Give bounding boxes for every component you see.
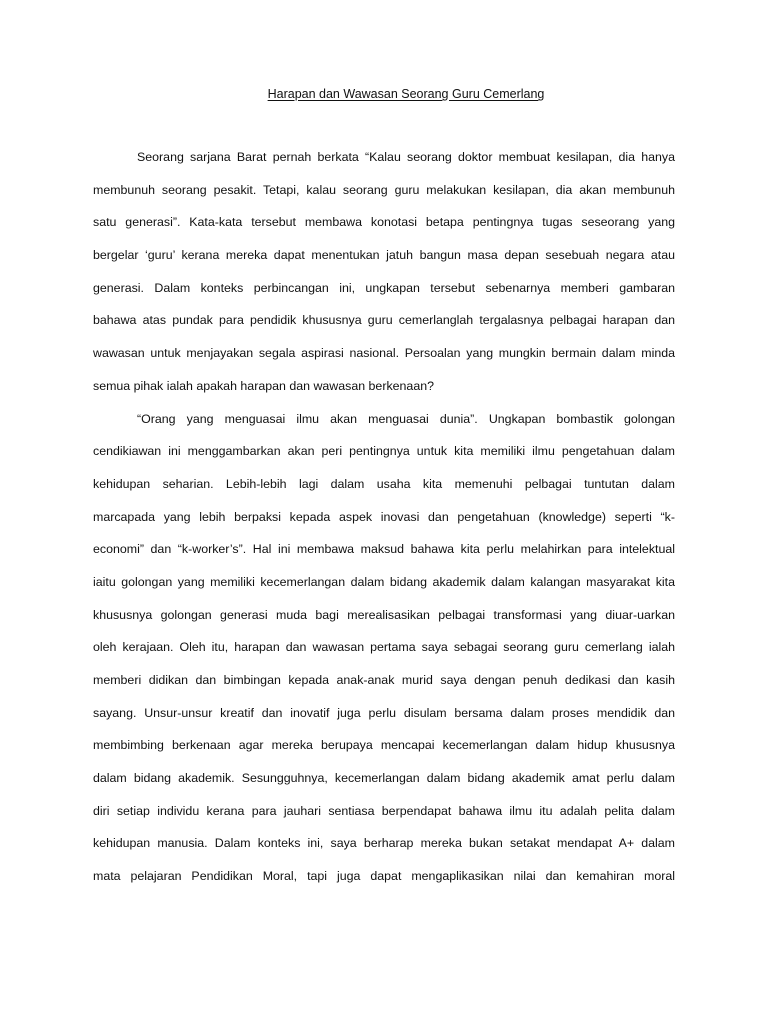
paragraph-2-line-6: iaitu golongan yang memiliki kecemerlangan dalam bidang akademik dalam kalangan masyarakat kita xyxy=(93,574,675,589)
paragraph-1-line-5: generasi. Dalam konteks perbincangan ini, ungkapan tersebut sebenarnya memberi gambaran xyxy=(93,280,675,295)
paragraph-1-line-3: satu generasi”. Kata-kata tersebut membawa konotasi betapa pentingnya tugas seseorang yang xyxy=(93,215,675,230)
paragraph-1-line-6: bahawa atas pundak para pendidik khususnya guru cemerlanglah tergalasnya pelbagai harapan dan xyxy=(93,313,675,328)
paragraph-2-line-12: dalam bidang akademik. Sesungguhnya, kecemerlangan dalam bidang akademik amat perlu dalam xyxy=(93,771,675,786)
paragraph-1-line-1: Seorang sarjana Barat pernah berkata “Kalau seorang doktor membuat kesilapan, dia hanya xyxy=(137,150,675,164)
paragraph-2-line-5: economi” dan “k-worker’s”. Hal ini membawa maksud bahawa kita perlu melahirkan para intelektual xyxy=(93,542,675,557)
paragraph-1-line-2: membunuh seorang pesakit. Tetapi, kalau seorang guru melakukan kesilapan, dia akan membunuh xyxy=(93,182,675,197)
paragraph-1-line-7: wawasan untuk menjayakan segala aspirasi nasional. Persoalan yang mungkin bermain dalam minda xyxy=(93,346,675,361)
paragraph-2-line-14: kehidupan manusia. Dalam konteks ini, saya berharap mereka bukan setakat mendapat A+ dalam xyxy=(93,836,675,851)
paragraph-2-line-11: membimbing berkenaan agar mereka berupaya mencapai kecemerlangan dalam hidup khususnya xyxy=(93,738,675,753)
paragraph-2-line-10: sayang. Unsur-unsur kreatif dan inovatif juga perlu disulam bersama dalam proses mendidik dan xyxy=(93,705,675,720)
paragraph-1-line-4: bergelar ‘guru’ kerana mereka dapat menentukan jatuh bangun masa depan sesebuah negara atau xyxy=(93,248,675,263)
paragraph-2-line-3: kehidupan seharian. Lebih-lebih lagi dalam usaha kita memenuhi pelbagai tuntutan dalam xyxy=(93,476,675,491)
paragraph-2-line-1: “Orang yang menguasai ilmu akan menguasai dunia”. Ungkapan bombastik golongan xyxy=(137,411,675,426)
paragraph-2-line-7: khususnya golongan generasi muda bagi merealisasikan pelbagai transformasi yang diuar-uarkan xyxy=(93,607,675,622)
paragraph-2-line-8: oleh kerajaan. Oleh itu, harapan dan wawasan pertama saya sebagai seorang guru cemerlang ialah xyxy=(93,640,675,655)
paragraph-1-line-8: semua pihak ialah apakah harapan dan wawasan berkenaan? xyxy=(93,378,434,393)
paragraph-2-line-9: memberi didikan dan bimbingan kepada anak-anak murid saya dengan penuh dedikasi dan kasih xyxy=(93,673,675,687)
paragraph-2-line-2: cendikiawan ini menggambarkan akan peri pentingnya untuk kita memiliki ilmu pengetahuan dalam xyxy=(93,444,675,459)
paragraph-2-line-15: mata pelajaran Pendidikan Moral, tapi juga dapat mengaplikasikan nilai dan kemahiran moral xyxy=(93,869,675,884)
paragraph-2-line-13: diri setiap individu kerana para jauhari sentiasa berpendapat bahawa ilmu itu adalah pelita dalam xyxy=(93,803,675,818)
document-title: Harapan dan Wawasan Seorang Guru Cemerlang xyxy=(267,87,545,101)
document-body xyxy=(93,148,675,900)
paragraph-2-line-4: marcapada yang lebih berpaksi kepada aspek inovasi dan pengetahuan (knowledge) seperti “k- xyxy=(93,509,675,524)
